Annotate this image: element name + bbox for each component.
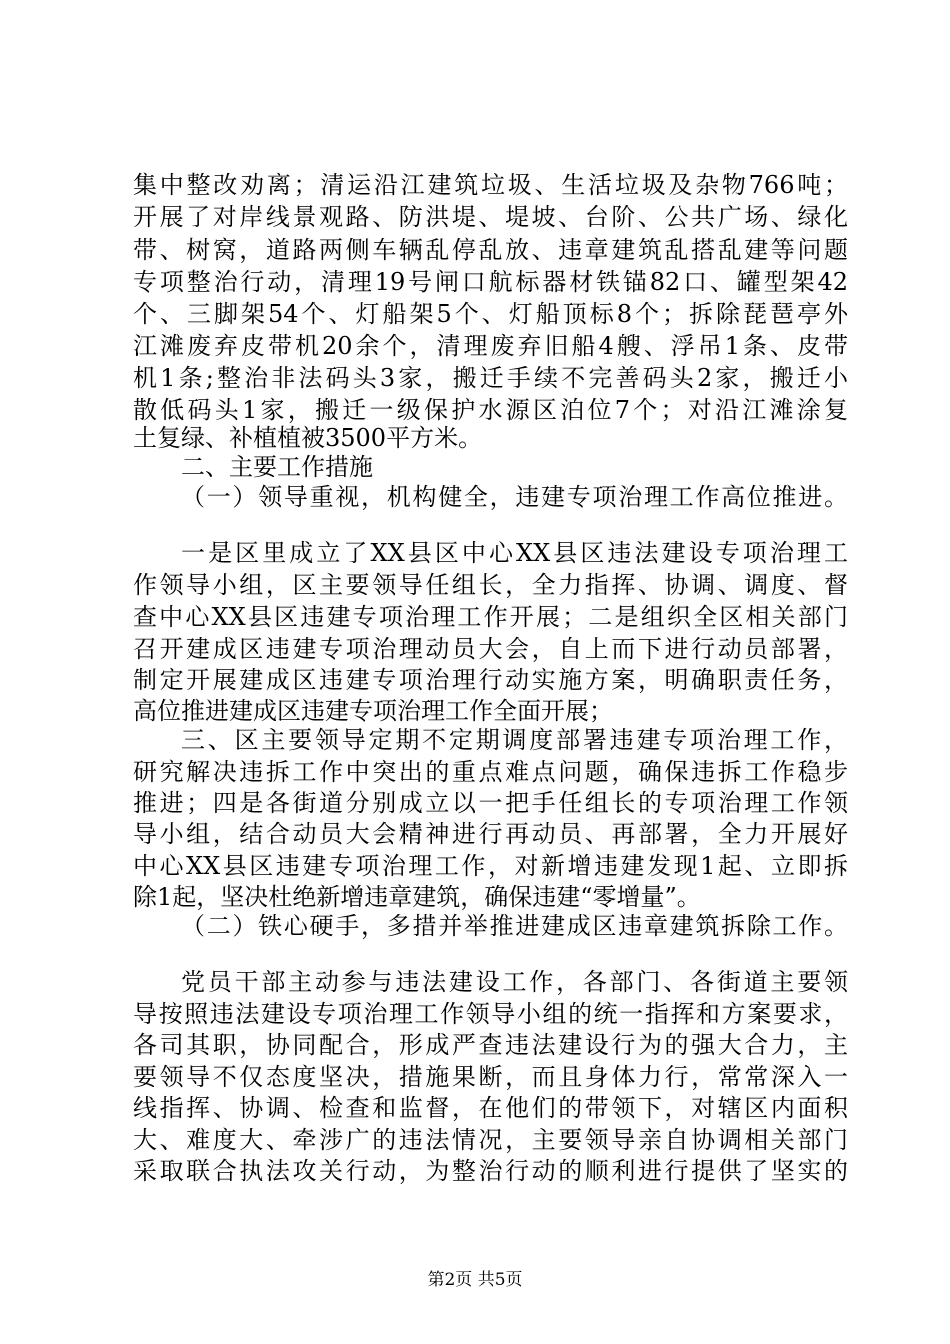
paragraph-line: 散低码头1家，搬迁一级保护水源区泊位7个；对沿江滩涂复: [133, 396, 848, 424]
paragraph-line: 导按照违法建设专项治理工作领导小组的统一指挥和方案要求，: [133, 1000, 848, 1028]
paragraph-line: 大、难度大、牵涉广的违法情况，主要领导亲自协调相关部门: [133, 1126, 848, 1154]
paragraph-line: 要领导不仅态度坚决，措施果断，而且身体力行，常常深入一: [133, 1063, 848, 1091]
paragraph-line: 专项整治行动，清理19号闸口航标器材铁锚82口、罐型架42: [133, 268, 848, 296]
paragraph-line: 线指挥、协调、检查和监督，在他们的带领下，对辖区内面积: [133, 1094, 848, 1122]
paragraph-line: 个、三脚架54个、灯船架5个、灯船顶标8个；拆除琵琶亭外: [133, 300, 848, 328]
paragraph-line: 推进；四是各街道分别成立以一把手任组长的专项治理工作领: [133, 789, 848, 817]
paragraph-line: 制定开展建成区违建专项治理行动实施方案，明确职责任务，: [133, 666, 848, 694]
paragraph-line: 研究解决违拆工作中突出的重点难点问题，确保违拆工作稳步: [133, 758, 848, 786]
paragraph-line: 作领导小组，区主要领导任组长，全力指挥、协调、调度、督: [133, 571, 848, 599]
subsection-heading: （一）领导重视，机构健全，违建专项治理工作高位推进。: [181, 483, 848, 511]
paragraph-line: 除1起，坚决杜绝新增违章建筑，确保违建“零增量”。: [133, 883, 701, 911]
paragraph-line: 江滩废弃皮带机20余个，清理废弃旧船4艘、浮吊1条、皮带: [133, 332, 848, 360]
paragraph-line: 三、区主要领导定期不定期调度部署违建专项治理工作，: [181, 726, 848, 754]
paragraph-line: 高位推进建成区违建专项治理工作全面开展；: [133, 697, 613, 725]
paragraph-line: 中心XX县区违建专项治理工作，对新增违建发现1起、立即拆: [133, 852, 848, 880]
subsection-heading: （二）铁心硬手，多措并举推进建成区违章建筑拆除工作。: [181, 912, 848, 940]
paragraph-line: 开展了对岸线景观路、防洪堤、堤坡、台阶、公共广场、绿化: [133, 203, 848, 231]
paragraph-line: 导小组，结合动员大会精神进行再动员、再部署，全力开展好: [133, 820, 848, 848]
paragraph-line: 党员干部主动参与违法建设工作，各部门、各街道主要领: [181, 968, 848, 996]
paragraph-line: 各司其职，协同配合，形成严查违法建设行为的强大合力，主: [133, 1031, 848, 1059]
paragraph-line: 召开建成区违建专项治理动员大会，自上而下进行动员部署，: [133, 635, 848, 663]
paragraph-line: 带、树窝，道路两侧车辆乱停乱放、违章建筑乱搭乱建等问题: [133, 236, 848, 264]
paragraph-line: 机1条;整治非法码头3家，搬迁手续不完善码头2家，搬迁小: [133, 364, 848, 392]
paragraph-line: 一是区里成立了XX县区中心XX县区违法建设专项治理工: [181, 539, 848, 567]
paragraph-line: 土复绿、补植植被3500平方米。: [133, 424, 483, 452]
page-number-footer: 第2页 共5页: [427, 1270, 523, 1290]
paragraph-line: 采取联合执法攻关行动，为整治行动的顺利进行提供了坚实的: [133, 1157, 848, 1185]
section-heading: 二、主要工作措施: [181, 453, 373, 481]
paragraph-line: 集中整改劝离；清运沿江建筑垃圾、生活垃圾及杂物766吨；: [133, 171, 848, 199]
paragraph-line: 查中心XX县区违建专项治理工作开展；二是组织全区相关部门: [133, 603, 848, 631]
